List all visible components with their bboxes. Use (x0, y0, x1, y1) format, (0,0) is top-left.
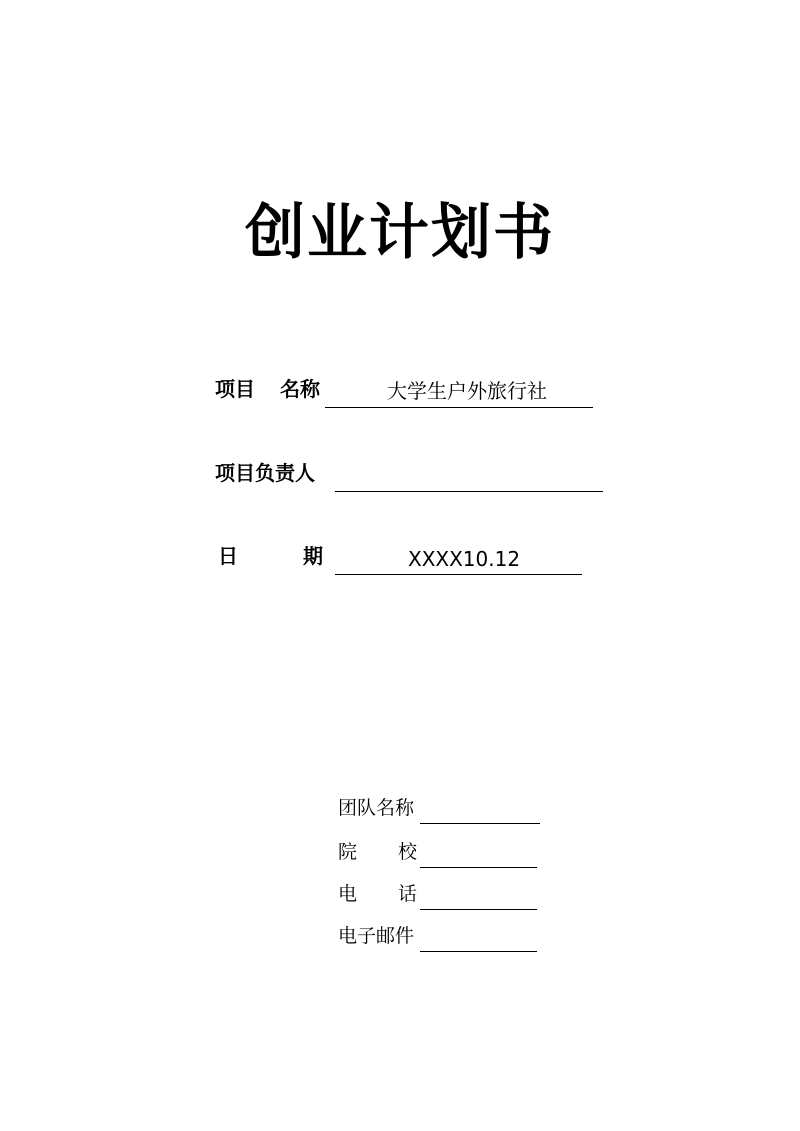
project-leader-line[interactable] (335, 461, 603, 492)
team-name-row (338, 790, 548, 824)
document-title: 创业计划书 (245, 198, 555, 268)
date-value: XXXX10.12 (408, 547, 521, 571)
phone-row (338, 876, 548, 910)
date-label-1: 日 (218, 544, 238, 568)
phone-label-2: 话 (398, 883, 418, 905)
date-label-2: 期 (303, 544, 323, 568)
project-name-label-1: 项目 (215, 377, 255, 401)
school-line[interactable] (420, 841, 537, 868)
project-name-label-2: 名称 (280, 377, 320, 401)
team-name-line[interactable] (420, 797, 540, 824)
project-name-field (215, 368, 600, 408)
school-label-2: 校 (398, 841, 418, 863)
phone-label-1: 电 (338, 883, 358, 905)
email-line[interactable] (420, 925, 537, 952)
project-leader-label: 项目负责人 (215, 461, 315, 485)
phone-line[interactable] (420, 883, 537, 910)
email-row (338, 918, 548, 952)
school-row (338, 834, 548, 868)
school-label-1: 院 (338, 841, 358, 863)
email-label: 电子邮件 (338, 925, 415, 947)
team-name-label: 团队名称 (338, 797, 415, 819)
date-field (215, 535, 595, 575)
project-name-value: 大学生户外旅行社 (387, 379, 547, 403)
project-leader-field (215, 452, 610, 492)
